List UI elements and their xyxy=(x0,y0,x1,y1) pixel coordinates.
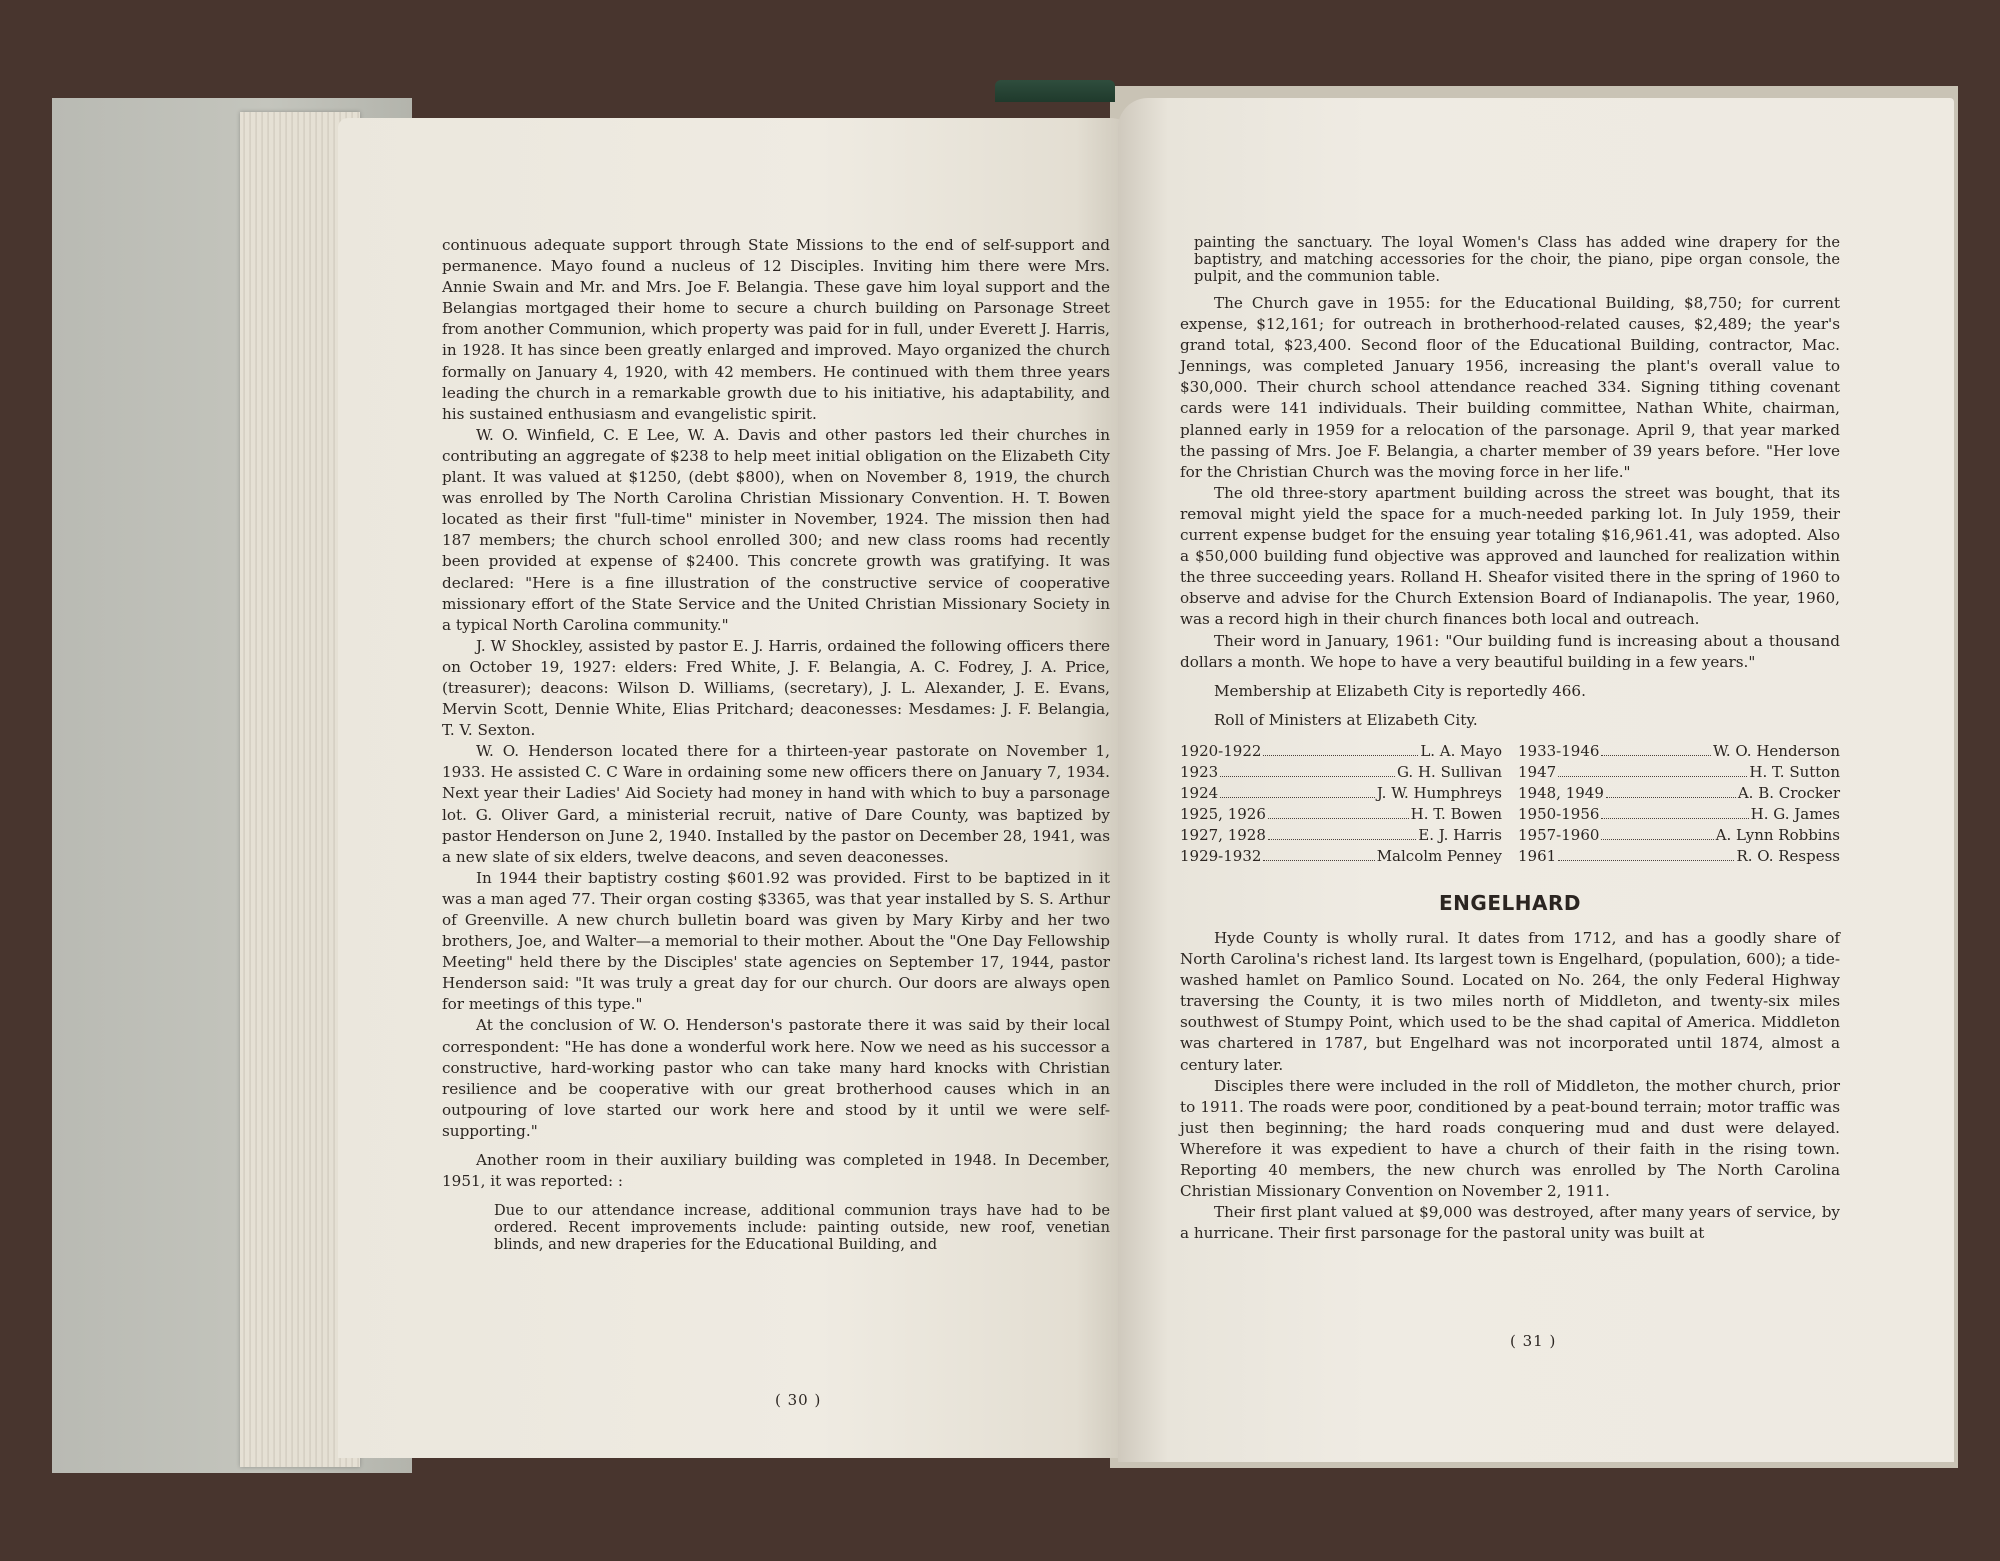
page-31 xyxy=(1118,98,1954,1462)
paragraph: W. O. Winfield, C. E Lee, W. A. Davis and other pastors led their churches in contributing an aggregate of $238 to help meet initial obligation on the Elizabeth City plant. It was valued at $1250, (debt $800), when on November 8, 1919, the church was enrolled by The North Carolina Christian Missionary Convention. H. T. Bowen located as their first "full-time" minister in November, 1924. The mission then had 187 members; the church school enrolled 300; and new class rooms had recently been provided at expense of $2400. This concrete growth was gratifying. It was declared: "Here is a fine illustration of the constructive service of cooperative missionary effort of the State Service and the United Christian Missionary Society in a typical North Carolina community." xyxy=(442,425,1110,634)
paragraph: Their first plant valued at $9,000 was destroyed, after many years of service, by a hurricane. Their first parsonage for the pastoral unity was built at xyxy=(1180,1203,1840,1243)
minister-row: 1923 G. H. Sullivan xyxy=(1180,762,1502,781)
paragraph: The old three-story apartment building across the street was bought, that its removal might yield the space for a much-needed parking lot. In July 1959, their current expense budget for the ensuing year totaling $16,961.41, was adopted. Also a $50,000 building fund objective was approved and launched for realization within the three succeeding years. Rolland H. Sheafor visited there in the spring of 1960 to observe and advise for the Church Extension Board of Indianapolis. The year, 1960, was a record high in their church finances both local and outreach. xyxy=(1180,483,1840,629)
paragraph: Another room in their auxiliary building was completed in 1948. In December, 1951, it was reported: : xyxy=(442,1151,1110,1191)
minister-row: 1961 R. O. Respess xyxy=(1518,846,1840,865)
minister-row: 1950-1956 H. G. James xyxy=(1518,804,1840,823)
ministers-column-left xyxy=(1180,741,1502,867)
minister-row: 1929-1932 Malcolm Penney xyxy=(1180,846,1502,865)
ministers-column-right xyxy=(1518,741,1840,867)
paragraph: J. W Shockley, assisted by pastor E. J. Harris, ordained the following officers there on October 19, 1927: elders: Fred White, J. F. Belangia, A. C. Fodrey, J. A. Price, (treasurer); deacons: Wilson D. Williams, (secretary), J. L. Alexander, J. E. Evans, Mervin Scott, Dennie White, Elias Pritchard; deaconesses: Mesdames: J. F. Belangia, T. V. Sexton. xyxy=(442,636,1110,740)
minister-row: 1957-1960 A. Lynn Robbins xyxy=(1518,825,1840,844)
paragraph: In 1944 their baptistry costing $601.92 was provided. First to be baptized in it was a man aged 77. Their organ costing $3365, was that year installed by S. S. Arthur of Greenville. A new church bulletin board was given by Mary Kirby and her two brothers, Joe, and Walter—a memorial to their mother. About the "One Day Fellowship Meeting" held there by the Disciples' state agencies on September 17, 1944, pastor Henderson said: "It was truly a great day for our church. Our doors are always open for meetings of this type." xyxy=(442,868,1110,1014)
roll-title: Roll of Ministers at Elizabeth City. xyxy=(1214,710,1478,729)
book-spine xyxy=(995,80,1115,102)
minister-row: 1927, 1928 E. J. Harris xyxy=(1180,825,1502,844)
minister-row: 1924 J. W. Humphreys xyxy=(1180,783,1502,802)
paragraph: At the conclusion of W. O. Henderson's pastorate there it was said by their local correspondent: "He has done a wonderful work here. Now we need as his successor a constructive, hard-working pastor who can take many hard knocks with Christian resilience and be cooperative with our great brotherhood causes which in an outpouring of love started our work here and stood by it until we were self-supporting." xyxy=(442,1016,1110,1140)
section-heading: ENGELHARD xyxy=(1439,890,1581,915)
page-number: ( 30 ) xyxy=(775,1391,822,1409)
paragraph: continuous adequate support through State Missions to the end of self-support and permanence. Mayo found a nucleus of 12 Disciples. Inviting him there were Mrs. Annie Swain and Mr. and Mrs. Joe F. Belangia. These gave him loyal support and the Belangias mortgaged their home to secure a church building on Parsonage Street from another Communion, which property was paid for in full, under Everett J. Harris, in 1928. It has since been greatly enlarged and improved. Mayo organized the church formally on January 4, 1920, with 42 members. He continued with them three years leading the church in a remarkable growth due to his initiative, his adaptability, and his sustained enthusiasm and evangelistic spirit. xyxy=(442,236,1110,423)
minister-row: 1947 H. T. Sutton xyxy=(1518,762,1840,781)
paragraph: W. O. Henderson located there for a thirteen-year pastorate on November 1, 1933. He assisted C. C Ware in ordaining some new officers there on January 7, 1934. Next year their Ladies' Aid Society had money in hand with which to buy a parsonage lot. G. Oliver Gard, a ministerial recruit, native of Dare County, was baptized by pastor Henderson on June 2, 1940. Installed by the pastor on December 28, 1941, was a new slate of six elders, twelve deacons, and seven deaconesses. xyxy=(442,742,1110,866)
left-text-column xyxy=(442,235,1110,1253)
block-quote-continued: painting the sanctuary. The loyal Women's Class has added wine drapery for the baptistry, and matching accessories for the choir, the piano, pipe organ console, the pulpit, and the communion table. xyxy=(1194,234,1840,285)
minister-row: 1933-1946 W. O. Henderson xyxy=(1518,741,1840,760)
minister-row: 1925, 1926 H. T. Bowen xyxy=(1180,804,1502,823)
minister-row: 1948, 1949 A. B. Crocker xyxy=(1518,783,1840,802)
paragraph: Their word in January, 1961: "Our building fund is increasing about a thousand dollars a month. We hope to have a very beautiful building in a few years." xyxy=(1180,631,1840,671)
paragraph: Hyde County is wholly rural. It dates from 1712, and has a goodly share of North Carolina's richest land. Its largest town is Engelhard, (population, 600); a tide-washed hamlet on Pamlico Sound. Located on No. 264, the only Federal Highway traversing the County, it is two miles north of Middleton, and twenty-six miles southwest of Stumpy Point, which used to be the shad capital of America. Middleton was chartered in 1787, but Engelhard was not incorporated until 1874, almost a century later. xyxy=(1180,928,1840,1074)
block-quote: Due to our attendance increase, additional communion trays have had to be ordered. Recent improvements include: painting outside, new roof, venetian blinds, and new draperies for the Educational Building, and xyxy=(494,1202,1110,1254)
page-number: ( 31 ) xyxy=(1510,1332,1557,1350)
membership-note: Membership at Elizabeth City is reportedly 466. xyxy=(1214,681,1586,700)
right-text-column xyxy=(1180,234,1840,1244)
paragraph: Disciples there were included in the roll of Middleton, the mother church, prior to 1911. The roads were poor, conditioned by a peat-bound terrain; motor traffic was just then beginning; the hard roads conquering mud and dust were delayed. Wherefore it was expedient to have a church of their faith in the rising town. Reporting 40 members, the new church was enrolled by The North Carolina Christian Missionary Convention on November 2, 1911. xyxy=(1180,1076,1840,1201)
minister-row: 1920-1922 L. A. Mayo xyxy=(1180,741,1502,760)
paragraph: The Church gave in 1955: for the Educational Building, $8,750; for current expense, $12,161; for outreach in brotherhood-related causes, $2,489; the year's grand total, $23,400. Second floor of the Educational Building, contractor, Mac. Jennings, was completed January 1956, increasing the plant's overall value to $30,000. Their church school attendance reached 334. Signing tithing covenant cards were 141 individuals. Their building committee, Nathan White, chairman, planned early in 1959 for a relocation of the parsonage. April 9, that year marked the passing of Mrs. Joe F. Belangia, a charter member of 39 years before. "Her love for the Christian Church was the moving force in her life." xyxy=(1180,294,1840,481)
ministers-roll xyxy=(1180,741,1840,867)
page-30 xyxy=(338,118,1140,1458)
